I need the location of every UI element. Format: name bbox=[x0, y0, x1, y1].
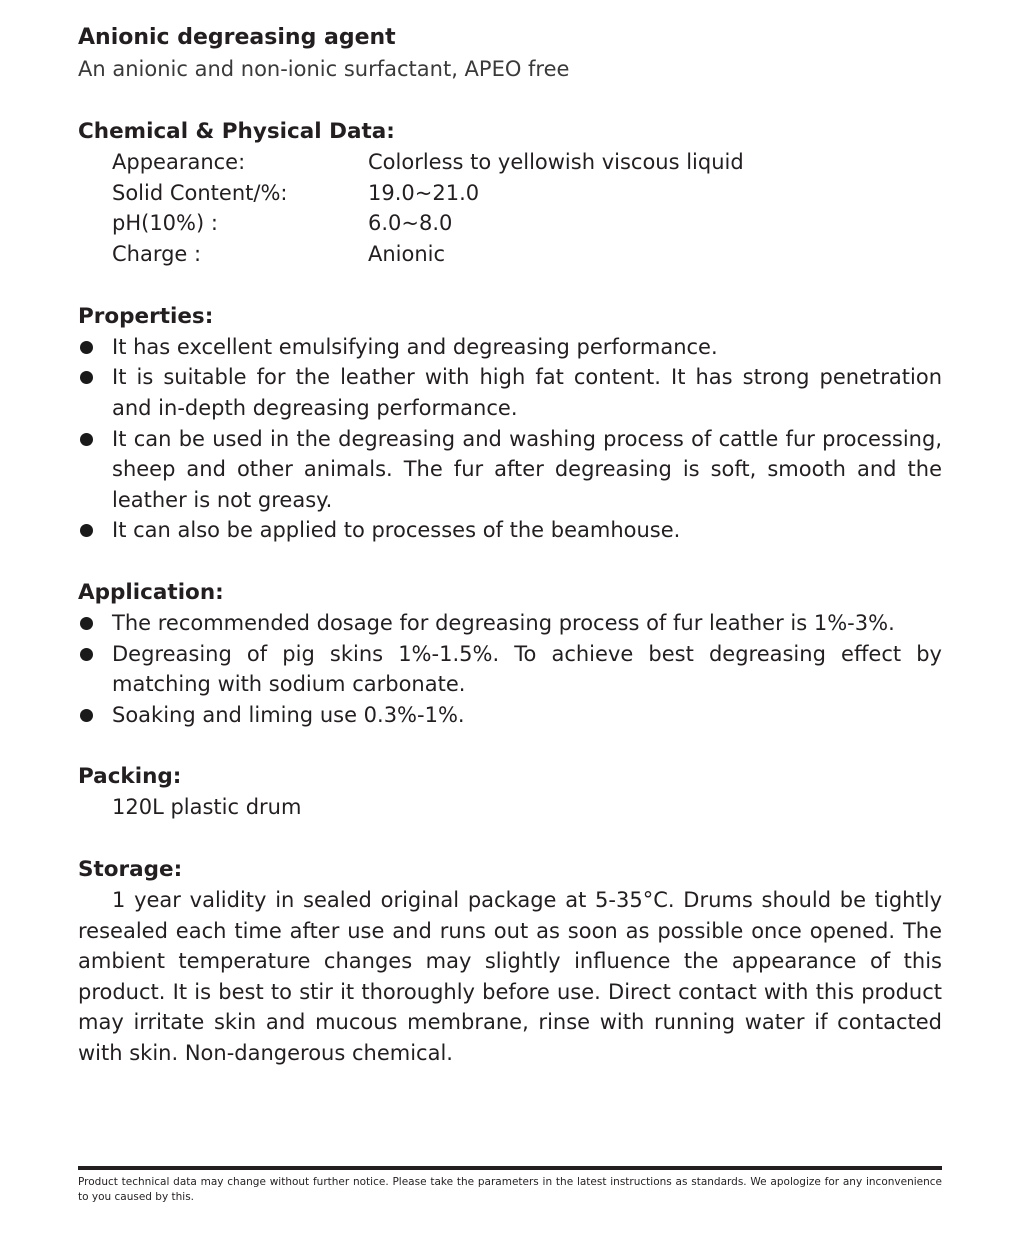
chemical-data-table bbox=[112, 147, 942, 270]
list-item-text: Degreasing of pig skins 1%-1.5%. To achieve best degreasing effect by matching with sodium carbonate. bbox=[112, 641, 942, 697]
data-row-appearance bbox=[112, 147, 942, 178]
list-item bbox=[78, 362, 942, 423]
product-title: Anionic degreasing agent bbox=[78, 25, 396, 50]
data-value: 19.0~21.0 bbox=[368, 180, 480, 205]
bullet-icon bbox=[80, 524, 93, 537]
storage-heading: Storage: bbox=[78, 857, 183, 883]
data-value: Anionic bbox=[368, 242, 446, 267]
bullet-icon bbox=[80, 709, 93, 722]
list-item-text: It can also be applied to processes of the beamhouse. bbox=[112, 518, 681, 543]
footer-disclaimer: Product technical data may change without further notice. Please take the parameters in the latest instructions as standards. We apologize for any inconvenience to you caused by this. bbox=[78, 1176, 942, 1203]
list-item-text: The recommended dosage for degreasing process of fur leather is 1%-3%. bbox=[112, 610, 895, 635]
list-item bbox=[78, 608, 942, 639]
data-label: Charge : bbox=[112, 242, 202, 267]
bullet-icon bbox=[80, 617, 93, 630]
data-value: Colorless to yellowish viscous liquid bbox=[368, 150, 744, 174]
bullet-icon bbox=[80, 371, 93, 384]
product-subtitle: An anionic and non-ionic surfactant, APEO free bbox=[78, 57, 570, 81]
packing-text: 120L plastic drum bbox=[112, 795, 302, 820]
application-list bbox=[78, 608, 942, 730]
bullet-icon bbox=[80, 341, 93, 354]
footer bbox=[78, 1166, 942, 1205]
data-label: Appearance: bbox=[112, 150, 246, 174]
list-item-text: It can be used in the degreasing and washing process of cattle fur processing, sheep and other animals. The fur after degreasing is soft, smooth and the leather is not greasy. bbox=[112, 426, 942, 512]
list-item-text: It is suitable for the leather with high fat content. It has strong penetration and in-depth degreasing performance. bbox=[112, 365, 942, 420]
packing-heading: Packing: bbox=[78, 764, 182, 790]
bullet-icon bbox=[80, 433, 93, 446]
bullet-icon bbox=[80, 648, 93, 661]
list-item bbox=[78, 332, 942, 363]
list-item bbox=[78, 424, 942, 516]
properties-list bbox=[78, 332, 942, 546]
list-item-text: It has excellent emulsifying and degreasing performance. bbox=[112, 334, 718, 359]
data-label: pH(10%) : bbox=[112, 211, 218, 236]
properties-heading: Properties: bbox=[78, 303, 214, 329]
data-row-ph bbox=[112, 208, 942, 239]
list-item bbox=[78, 700, 942, 731]
chemical-data-heading: Chemical & Physical Data: bbox=[78, 119, 395, 144]
application-heading: Application: bbox=[78, 579, 224, 605]
list-item bbox=[78, 515, 942, 546]
list-item bbox=[78, 639, 942, 700]
data-value: 6.0~8.0 bbox=[368, 211, 453, 236]
datasheet bbox=[78, 22, 942, 1068]
data-row-charge bbox=[112, 239, 942, 270]
data-row-solid-content bbox=[112, 178, 942, 209]
list-item-text: Soaking and liming use 0.3%-1%. bbox=[112, 702, 465, 727]
data-label: Solid Content/%: bbox=[112, 180, 288, 205]
storage-text: 1 year validity in sealed original package at 5-35°C. Drums should be tightly resealed each time after use and runs out as soon as possible once opened. The ambient temperature changes may slightly influence the appearance of this product. It is best to stir it thoroughly before use. Direct contact with this product may irritate skin and mucous membrane, rinse with running water if contacted with skin. Non-dangerous chemical. bbox=[78, 888, 942, 1065]
